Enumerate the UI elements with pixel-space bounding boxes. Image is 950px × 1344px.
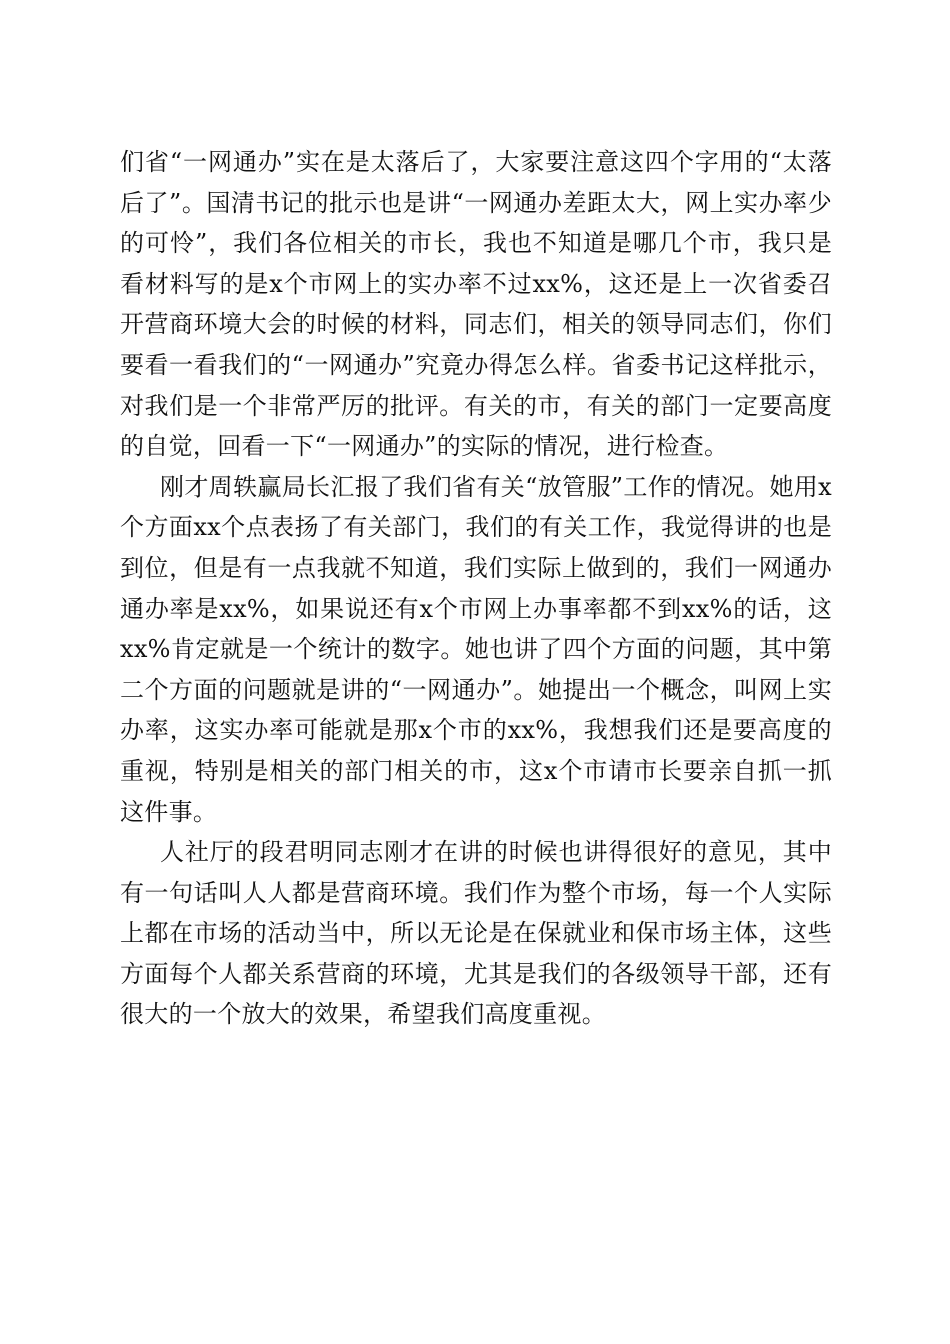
document-body	[120, 142, 832, 1035]
paragraph-2: 刚才周轶赢局长汇报了我们省有关“放管服”工作的情况。她用x个方面xx个点表扬了有关部门，我们的有关工作，我觉得讲的也是到位，但是有一点我就不知道，我们实际上做到的，我们一网通办通办率是xx%，如果说还有x个市网上办事率都不到xx%的话，这xx%肯定就是一个统计的数字。她也讲了四个方面的问题，其中第二个方面的问题就是讲的“一网通办”。她提出一个概念，叫网上实办率，这实办率可能就是那x个市的xx%，我想我们还是要高度的重视，特别是相关的部门相关的市，这x个市请市长要亲自抓一抓这件事。	[120, 472, 832, 826]
paragraph-1: 们省“一网通办”实在是太落后了，大家要注意这四个字用的“太落后了”。国清书记的批示也是讲“一网通办差距太大，网上实办率少的可怜”，我们各位相关的市长，我也不知道是哪几个市，我只是看材料写的是x个市网上的实办率不过xx%，这还是上一次省委召开营商环境大会的时候的材料，同志们，相关的领导同志们，你们要看一看我们的“一网通办”究竟办得怎么样。省委书记这样批示，对我们是一个非常严厉的批评。有关的市，有关的部门一定要高度的自觉，回看一下“一网通办”的实际的情况，进行检查。	[120, 148, 832, 461]
paragraph-3: 人社厅的段君明同志刚才在讲的时候也讲得很好的意见，其中有一句话叫人人都是营商环境。我们作为整个市场，每一个人实际上都在市场的活动当中，所以无论是在保就业和保市场主体，这些方面每个人都关系营商的环境，尤其是我们的各级领导干部，还有很大的一个放大的效果，希望我们高度重视。	[120, 838, 832, 1029]
